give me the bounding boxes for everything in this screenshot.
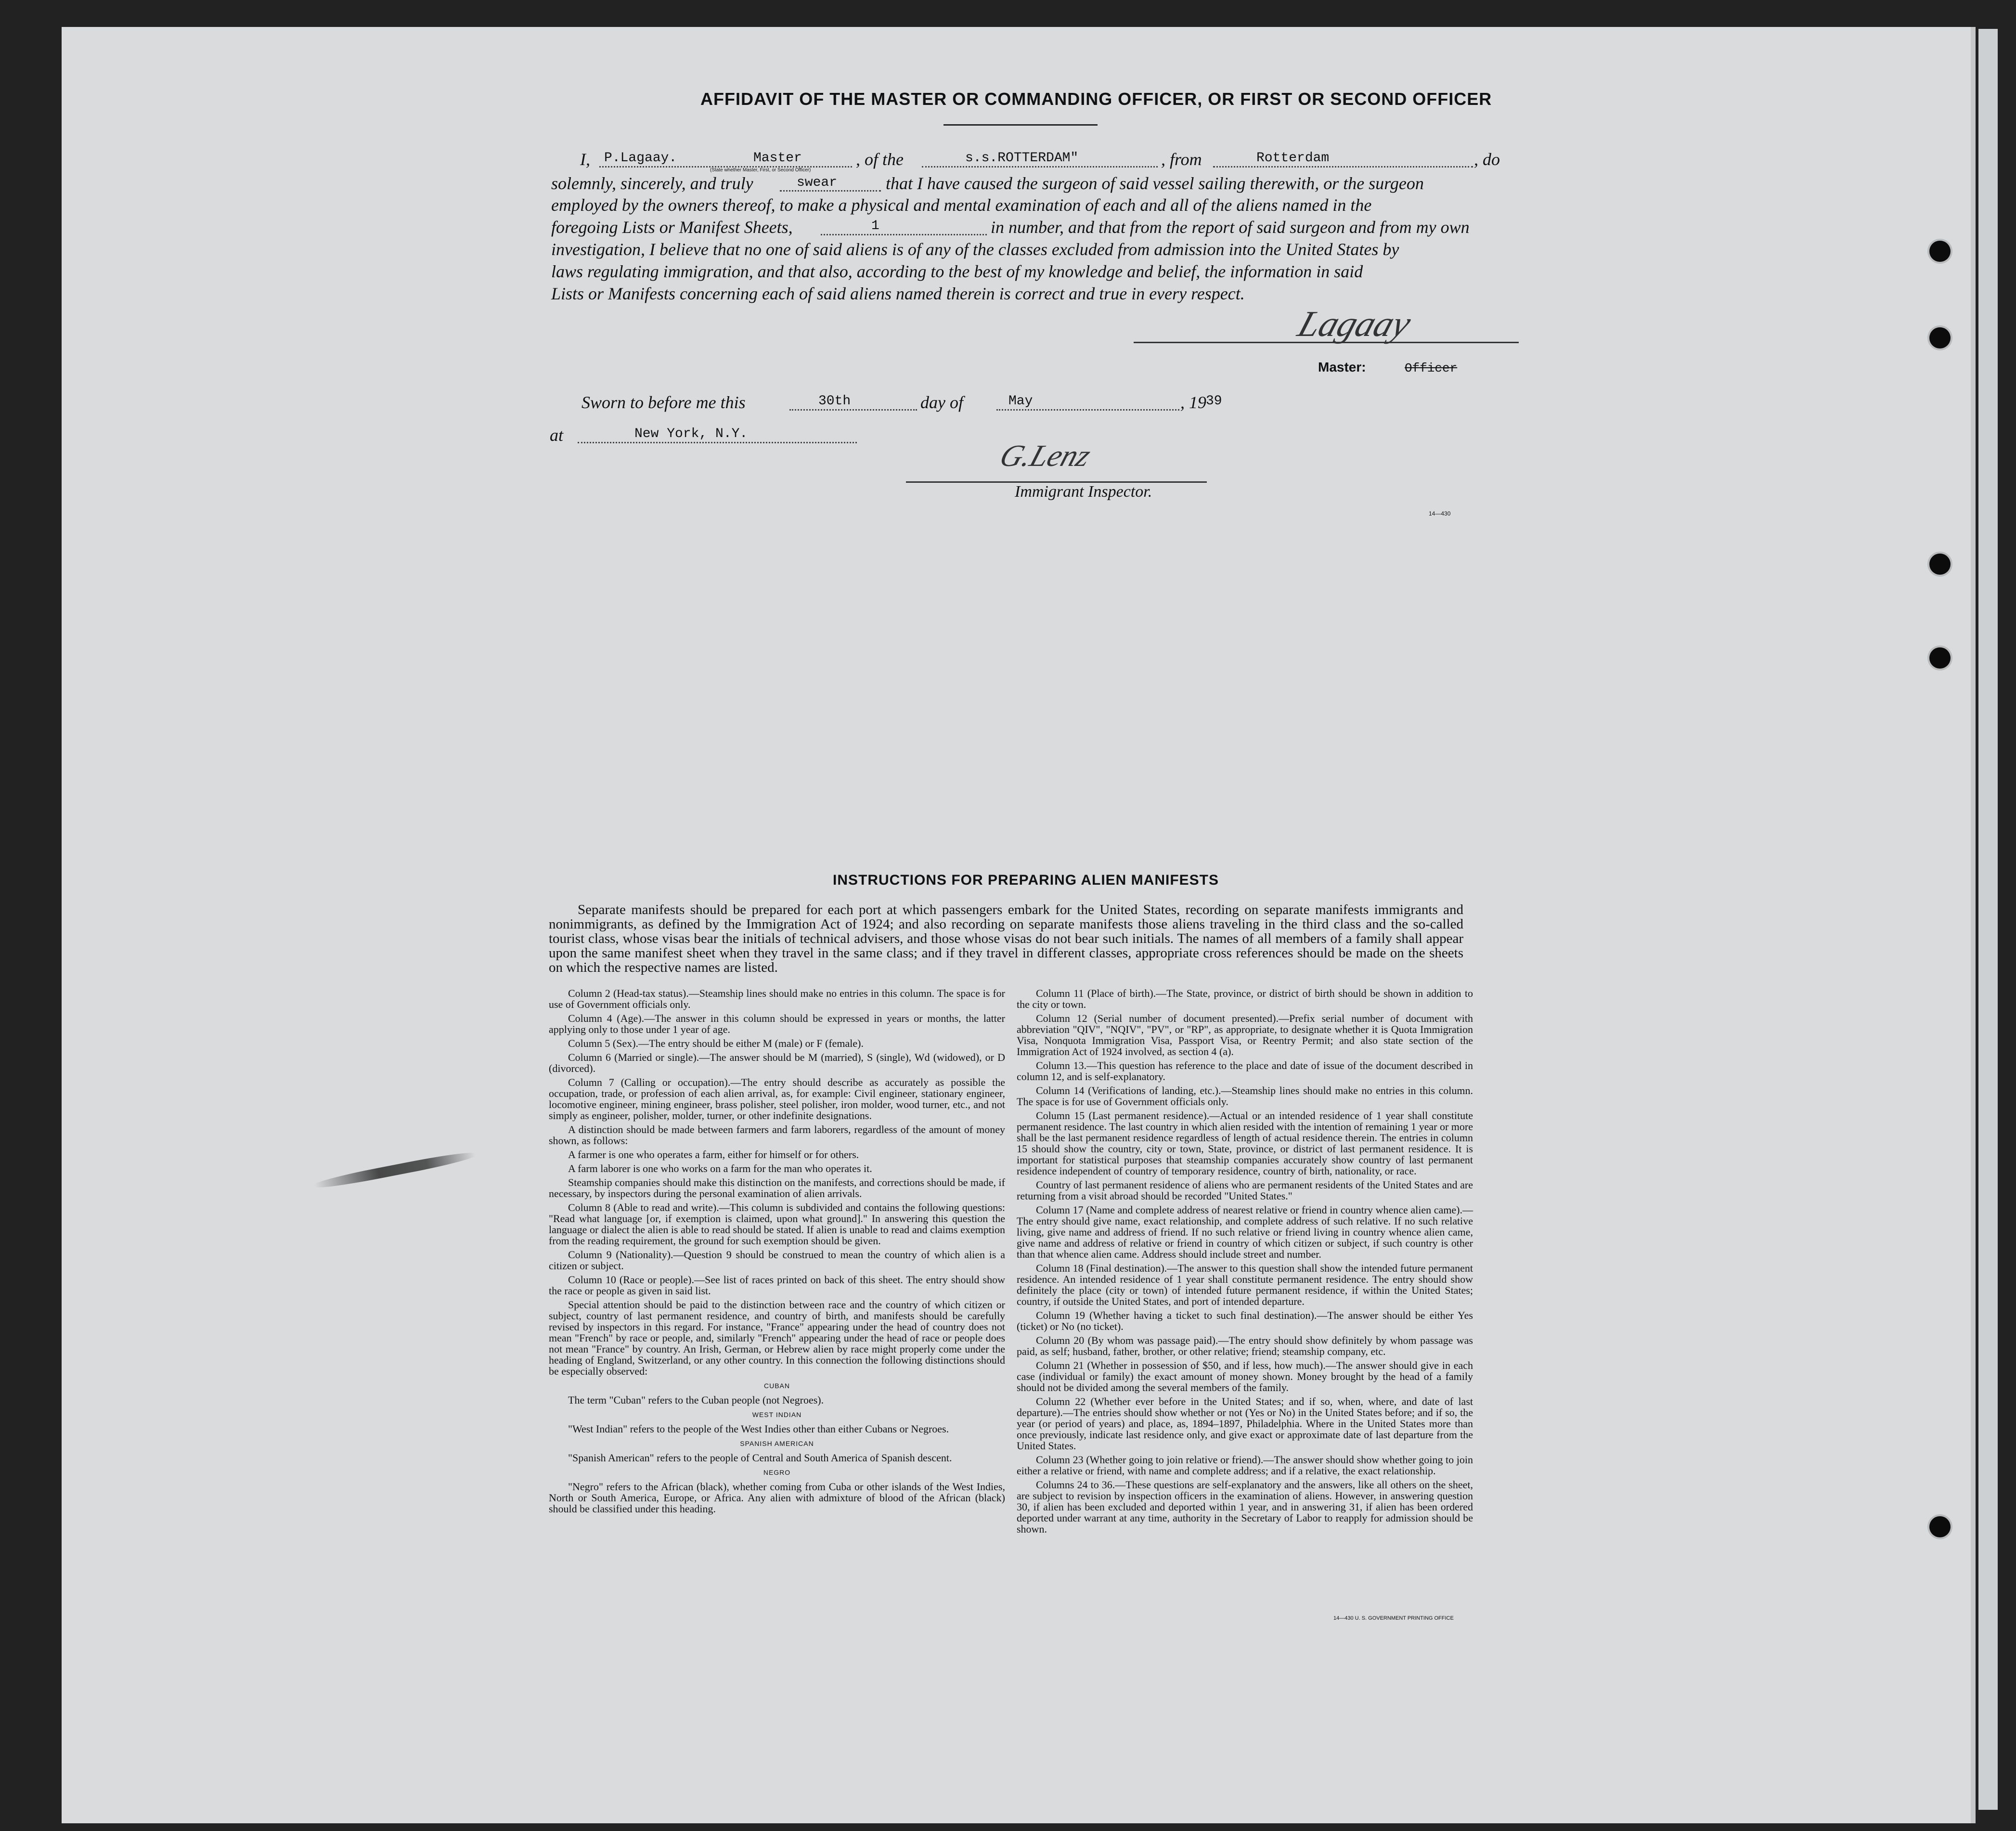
spanish-american-heading: SPANISH AMERICAN	[740, 1440, 814, 1447]
sworn-prefix: Sworn to before me this	[582, 393, 746, 412]
do-text: , do	[1474, 150, 1500, 169]
oath-word: swear	[797, 175, 838, 190]
west-indian-definition: "West Indian" refers to the people of the West Indies other than either Cubans or Negroes.	[568, 1423, 949, 1435]
instruction-paragraph: Column 11 (Place of birth).—The State, province, or district of birth should be shown in addition to the city or town.	[1017, 987, 1473, 1010]
binder-hole	[1929, 647, 1951, 669]
affidavit-line-4b: in number, and that from the report of said surgeon and from my own	[991, 218, 1470, 237]
sworn-month: May	[1008, 394, 1033, 409]
from-text: , from	[1161, 150, 1202, 169]
master-label: Master:	[1318, 360, 1366, 374]
affidavit-line-2b: that I have caused the surgeon of said vessel sailing therewith, or the surgeon	[886, 174, 1424, 193]
departure-port: Rotterdam	[1256, 151, 1330, 166]
inspector-label: Immigrant Inspector.	[1015, 483, 1152, 501]
negro-definition: "Negro" refers to the African (black), whether coming from Cuba or other islands of the West Indies, North or South America, Europe, or Africa. Any alien with admixture of blood of the African (black) should be classified under this heading.	[549, 1481, 1005, 1515]
sworn-day: 30th	[818, 394, 851, 409]
instruction-paragraph: A farm laborer is one who works on a farm for the man who operates it.	[568, 1162, 872, 1174]
instruction-paragraph: A farmer is one who operates a farm, either for himself or for others.	[568, 1148, 859, 1160]
officer-struck: Officer	[1405, 361, 1458, 375]
affidavit-line-4a: foregoing Lists or Manifest Sheets,	[551, 218, 793, 237]
instruction-paragraph: Column 5 (Sex).—The entry should be either M (male) or F (female).	[568, 1037, 864, 1049]
instructions-title: INSTRUCTIONS FOR PREPARING ALIEN MANIFESTS	[833, 872, 1219, 888]
instruction-paragraph: Column 23 (Whether going to join relative or friend).—The answer should show whether going to join either a relative or friend, with name and complete address; and if a relative, the exact relationship.	[1017, 1454, 1473, 1477]
instruction-paragraph: Column 15 (Last permanent residence).—Actual or an intended residence of 1 year shall constitute permanent residence. The last country in which alien resided with the intention of remaining 1 year or more shall be the last permanent residence regardless of length of actual residence therein. The entries in column 15 should show the country, city or town, State, province, or district of last permanent residence. It is important for statistical purposes that steamship companies accurately show country of last permanent residence independent of country of temporary residence, country of birth, nationality, or race.	[1017, 1109, 1473, 1177]
instruction-paragraph: Column 20 (By whom was passage paid).—The entry should show definitely by whom passage was paid, as self; husband, father, brother, or other relative; friend; steamship company, etc.	[1017, 1334, 1473, 1357]
west-indian-heading: WEST INDIAN	[752, 1411, 802, 1418]
negro-heading: NEGRO	[763, 1469, 791, 1476]
affidavit-title: AFFIDAVIT OF THE MASTER OR COMMANDING OFFICER, OR FIRST OR SECOND OFFICER	[700, 89, 1492, 109]
title-rule	[943, 124, 1098, 126]
sworn-year: 39	[1206, 394, 1222, 409]
affidavit-line-7: Lists or Manifests concerning each of said aliens named therein is correct and true in every respect.	[551, 284, 1245, 303]
signature-line	[1134, 342, 1519, 343]
binder-hole	[1929, 241, 1951, 262]
master-signature: Lagaay	[1293, 304, 1416, 344]
instruction-paragraph: Column 13.—This question has reference to the place and date of issue of the document described in column 12, and is self-explanatory.	[1017, 1059, 1473, 1083]
year-prefix: , 19	[1180, 393, 1206, 412]
inspector-signature: G.Lenz	[995, 438, 1095, 473]
of-the-text: , of the	[856, 150, 904, 169]
binder-hole	[1929, 1516, 1951, 1537]
place-fill-line	[578, 442, 857, 443]
port-fill-line	[1213, 166, 1473, 168]
instructions-intro: Separate manifests should be prepared for each port at which passengers embark for the United States, recording on separate manifests immigrants and nonimmigrants, as defined by the Immigration Act of 1924; and also recording on separate manifests those aliens traveling in the third class and the so-called tourist class, whose visas bear the initials of technical advisers, and those whose visas do not bear such initials. The names of all members of a family shall appear upon the same manifest sheet when they travel in the same class; and if they travel in different classes, appropriate cross references should be made on the sheets on which the respective names are listed.	[549, 902, 1463, 975]
instruction-paragraph: Column 18 (Final destination).—The answer to this question shall show the intended future permanent residence. An intended residence of 1 year shall constitute permanent residence. The entry should show definitely the place (city or town) of intended future permanent residence, if within the United States; country, if outside the United States, and port of intended departure.	[1017, 1262, 1473, 1307]
instruction-paragraph: Column 8 (Able to read and write).—This column is subdivided and contains the following questions: "Read what language [or, if exemption is claimed, upon what ground]." In answering this question the language or dialect the alien is able to read should be stated. If alien is unable to read and claims exemption from the reading requirement, the ground for such exemption should be given.	[549, 1201, 1005, 1247]
binder-hole	[1929, 554, 1951, 575]
cuban-heading: CUBAN	[763, 1382, 790, 1390]
month-fill-line	[996, 409, 1179, 411]
instruction-paragraph: Column 9 (Nationality).—Question 9 should be construed to mean the country of which alien is a citizen or subject.	[549, 1249, 1005, 1272]
instruction-paragraph: Column 7 (Calling or occupation).—The entry should describe as accurately as possible the occupation, trade, or profession of each alien arrival, as, for example: Civil engineer, stationary engineer, locomotive engineer, mining engineer, brass polisher, steel polisher, iron molder, wood turner, etc., and not simply as engineer, polisher, molder, turner, or other indefinite designations.	[549, 1076, 1005, 1122]
page-edge	[1978, 29, 1998, 1810]
at-text: at	[550, 426, 564, 445]
affidavit-i: I,	[580, 150, 590, 169]
instruction-paragraph: Column 12 (Serial number of document presented).—Prefix serial number of document with abbreviation "QIV", "NQIV", "PV", or "RP", as appropriate, to designate whether it is Quota Immigration Visa, Nonquota Immigration Visa, Passport Visa, or Reentry Permit; and also state section of the Immigration Act of 1924 involved, as section 4 (a).	[1017, 1012, 1473, 1057]
vessel-name: s.s.ROTTERDAM"	[965, 151, 1079, 166]
instruction-paragraph: Column 14 (Verifications of landing, etc.).—Steamship lines should make no entries in this column. The space is for use of Government officials only.	[1017, 1084, 1473, 1108]
vessel-fill-line	[922, 166, 1158, 168]
instruction-paragraph: Column 21 (Whether in possession of $50, and if less, how much).—The answer should give in each case (individual or family) the exact amount of money shown. Money brought by the head of a family should not be divided among the several members of the family.	[1017, 1359, 1473, 1393]
form-number: 14—430	[1429, 510, 1451, 517]
instruction-paragraph: Country of last permanent residence of aliens who are permanent residents of the United States and are returning from a visit abroad should be recorded "United States."	[1017, 1179, 1473, 1202]
instruction-paragraph: Special attention should be paid to the distinction between race and the country of which citizen or subject, country of last permanent residence, and country of birth, and manifests should be carefully revised by inspectors in this regard. For instance, "France" appearing under the head of country does not mean "French" by race or people, and, similarly "French" appearing under the head of race or people does not mean "France" by country. An Irish, German, or Hebrew alien by race might properly come under the heading of England, Switzerland, or any other country. In this connection the following distinctions should be especially observed:	[549, 1299, 1005, 1377]
oath-fill-line	[780, 190, 881, 192]
affidavit-line-5: investigation, I believe that no one of said aliens is of any of the classes excluded from admission into the United States by	[551, 240, 1399, 259]
binder-hole	[1929, 327, 1951, 348]
instruction-paragraph: Column 19 (Whether having a ticket to such final destination).—The answer should be either Yes (ticket) or No (no ticket).	[1017, 1309, 1473, 1332]
instruction-paragraph: Column 10 (Race or people).—See list of races printed on back of this sheet. The entry should show the race or people as given in said list.	[549, 1274, 1005, 1297]
instructions-right-column	[1017, 988, 1473, 1537]
master-name: P.Lagaay.	[604, 151, 677, 166]
sheet-count: 1	[871, 219, 879, 233]
affidavit-line-6: laws regulating immigration, and that also, according to the best of my knowledge and belief, the information in said	[551, 262, 1363, 281]
instruction-paragraph: Column 4 (Age).—The answer in this column should be expressed in years or months, the latter applying only to those under 1 year of age.	[549, 1012, 1005, 1035]
spanish-american-definition: "Spanish American" refers to the people of Central and South America of Spanish descent.	[568, 1452, 952, 1464]
instruction-paragraph: A distinction should be made between farmers and farm laborers, regardless of the amount of money shown, as follows:	[549, 1123, 1005, 1147]
day-fill-line	[789, 409, 917, 411]
instruction-paragraph: Steamship companies should make this distinction on the manifests, and corrections should be made, if necessary, by inspectors during the personal examination of alien arrivals.	[549, 1176, 1005, 1199]
cuban-definition: The term "Cuban" refers to the Cuban people (not Negroes).	[568, 1394, 824, 1406]
printer-imprint: 14—430 U. S. GOVERNMENT PRINTING OFFICE	[1333, 1615, 1454, 1621]
day-of-text: day of	[920, 393, 963, 412]
sworn-place: New York, N.Y.	[634, 426, 748, 441]
affidavit-line-3: employed by the owners thereof, to make a physical and mental examination of each and all of the aliens named in the	[551, 195, 1372, 215]
instruction-paragraph: Column 2 (Head-tax status).—Steamship lines should make no entries in this column. The space is for use of Government officials only.	[549, 987, 1005, 1010]
instruction-paragraph: Column 22 (Whether ever before in the United States; and if so, when, where, and date of last departure).—The entries should show whether or not (Yes or No) in the United States before; and if so, the year (or period of years) and place, as, 1894–1897, Philadelphia. Where in the United States more than once previously, indicate last residence only, and give exact or approximate date of last departure from the United States.	[1017, 1395, 1473, 1452]
affidavit-line-2a: solemnly, sincerely, and truly	[551, 174, 753, 193]
master-rank: Master	[753, 151, 802, 166]
instruction-paragraph: Columns 24 to 36.—These questions are self-explanatory and the answers, like all others on the sheet, are subject to revision by inspection officers in the examination of aliens. However, in answering question 30, if alien has been excluded and deported within 1 year, and in answering 31, if alien has been ordered deported under warrant at any time, authority in the Secretary of Labor to reapply for admission should be shown.	[1017, 1479, 1473, 1535]
instructions-left-column	[549, 988, 1005, 1517]
sheets-fill-line	[821, 234, 987, 235]
rank-note: (State whether Master, First, or Second Officer)	[710, 168, 811, 173]
instruction-paragraph: Column 6 (Married or single).—The answer should be M (married), S (single), Wd (widowed), or D (divorced).	[549, 1051, 1005, 1074]
instruction-paragraph: Column 17 (Name and complete address of nearest relative or friend in country whence alien came).—The entry should give name, exact relationship, and complete address of such relative. If no such relative living, give name and address of friend. If no such relative or friend living in country whence alien came, give name and address of relative or friend in country of which citizen or subject, if such country is other than that whence alien came. Address should include street and number.	[1017, 1204, 1473, 1260]
